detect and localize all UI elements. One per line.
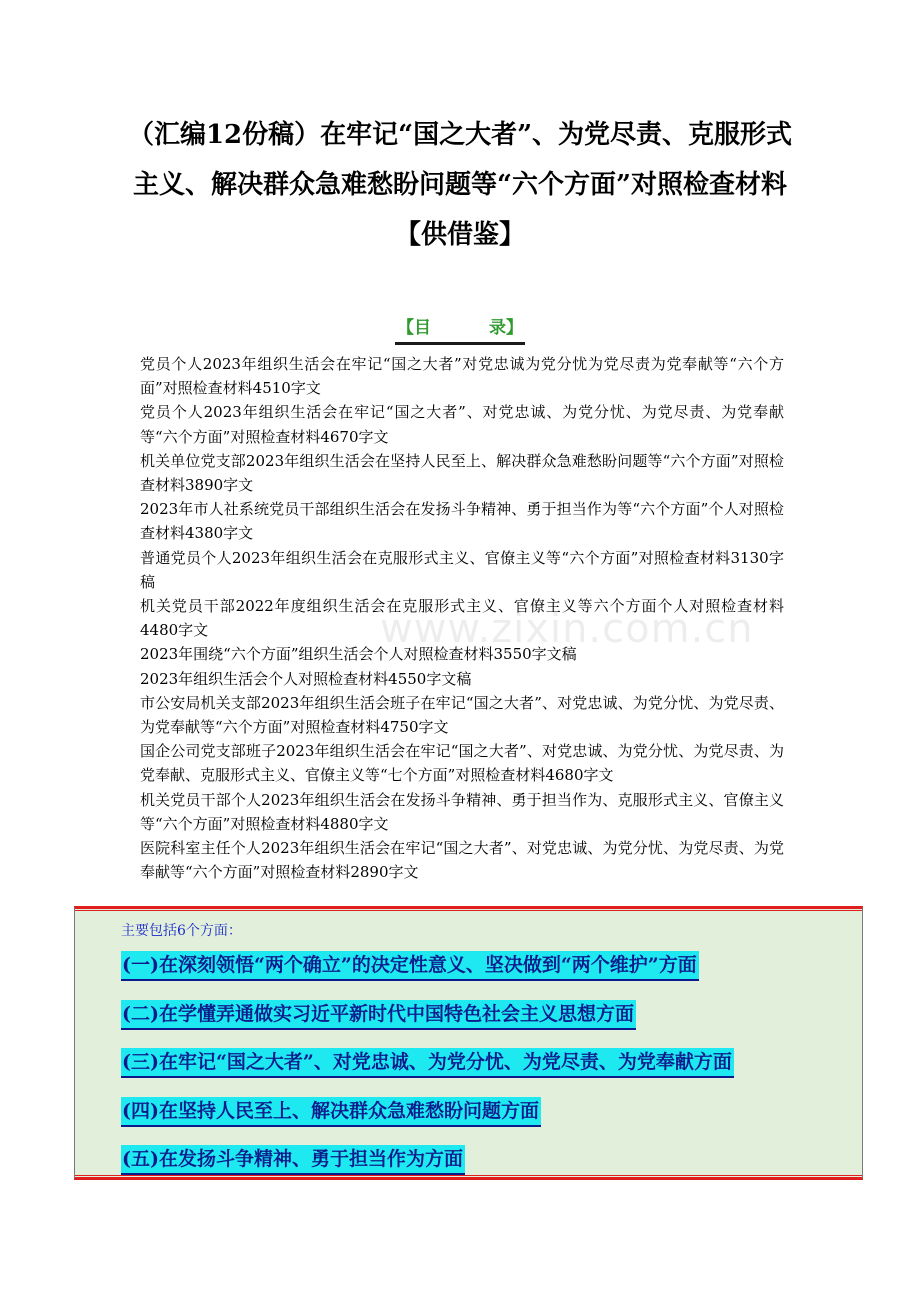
table-of-contents bbox=[140, 352, 784, 884]
toc-heading-right: 录】 bbox=[489, 318, 523, 338]
toc-item[interactable]: 国企公司党支部班子2023年组织生活会在牢记“国之大者”、对党忠诚、为党分忧、为党尽责、为党奉献、克服形式主义、官僚主义等“七个方面”对照检查材料4680字文 bbox=[140, 742, 784, 785]
toc-item[interactable]: 2023年围绕“六个方面”组织生活会个人对照检查材料3550字文稿 bbox=[140, 645, 577, 664]
aspect-item: (三)在牢记“国之大者”、对党忠诚、为党分忧、为党尽责、为党奉献方面 bbox=[121, 1048, 734, 1078]
toc-item[interactable]: 医院科室主任个人2023年组织生活会在牢记“国之大者”、对党忠诚、为党分忧、为党尽责、为党奉献等“六个方面”对照检查材料2890字文 bbox=[140, 839, 784, 882]
toc-item[interactable]: 普通党员个人2023年组织生活会在克服形式主义、官僚主义等“六个方面”对照检查材料3130字稿 bbox=[140, 548, 784, 591]
toc-item[interactable]: 2023年市人社系统党员干部组织生活会在发扬斗争精神、勇于担当作为等“六个方面”个人对照检查材料4380字文 bbox=[140, 500, 784, 543]
aspect-item: (一)在深刻领悟“两个确立”的决定性意义、坚决做到“两个维护”方面 bbox=[121, 951, 699, 981]
toc-item[interactable]: 市公安局机关支部2023年组织生活会班子在牢记“国之大者”、对党忠诚、为党分忧、为党尽责、为党奉献等“六个方面”对照检查材料4750字文 bbox=[140, 693, 784, 737]
toc-item[interactable]: 机关党员干部个人2023年组织生活会在发扬斗争精神、勇于担当作为、克服形式主义、官僚主义等“六个方面”对照检查材料4880字文 bbox=[140, 790, 784, 833]
summary-box bbox=[74, 906, 863, 1180]
aspect-item: (二)在学懂弄通做实习近平新时代中国特色社会主义思想方面 bbox=[121, 1000, 636, 1030]
toc-item[interactable]: 党员个人2023年组织生活会在牢记“国之大者”对党忠诚为党分忧为党尽责为党奉献等“六个方面”对照检查材料4510字文 bbox=[140, 355, 784, 398]
toc-item[interactable]: 机关党员干部2022年度组织生活会在克服形式主义、官僚主义等六个方面个人对照检查材料4480字文 bbox=[140, 597, 784, 640]
aspect-item: (四)在坚持人民至上、解决群众急难愁盼问题方面 bbox=[121, 1097, 541, 1127]
toc-item[interactable]: 机关单位党支部2023年组织生活会在坚持人民至上、解决群众急难愁盼问题等“六个方面”对照检查材料3890字文 bbox=[140, 451, 784, 495]
document-title: （汇编12份稿）在牢记“国之大者”、为党尽责、克服形式主义、解决群众急难愁盼问题等“六个方面”对照检查材料【供借鉴】 bbox=[127, 120, 793, 250]
toc-heading bbox=[0, 314, 920, 345]
toc-heading-underline bbox=[395, 314, 525, 345]
toc-item[interactable]: 党员个人2023年组织生活会在牢记“国之大者”、对党忠诚、为党分忧、为党尽责、为党奉献等“六个方面”对照检查材料4670字文 bbox=[140, 403, 784, 446]
aspect-item: (五)在发扬斗争精神、勇于担当作为方面 bbox=[121, 1145, 465, 1175]
summary-intro: 主要包括6个方面： bbox=[121, 923, 242, 939]
toc-item[interactable]: 2023年组织生活会个人对照检查材料4550字文稿 bbox=[140, 669, 472, 688]
watermark: www.zixin.com.cn bbox=[380, 606, 754, 652]
toc-heading-left: 【目 bbox=[397, 318, 431, 338]
